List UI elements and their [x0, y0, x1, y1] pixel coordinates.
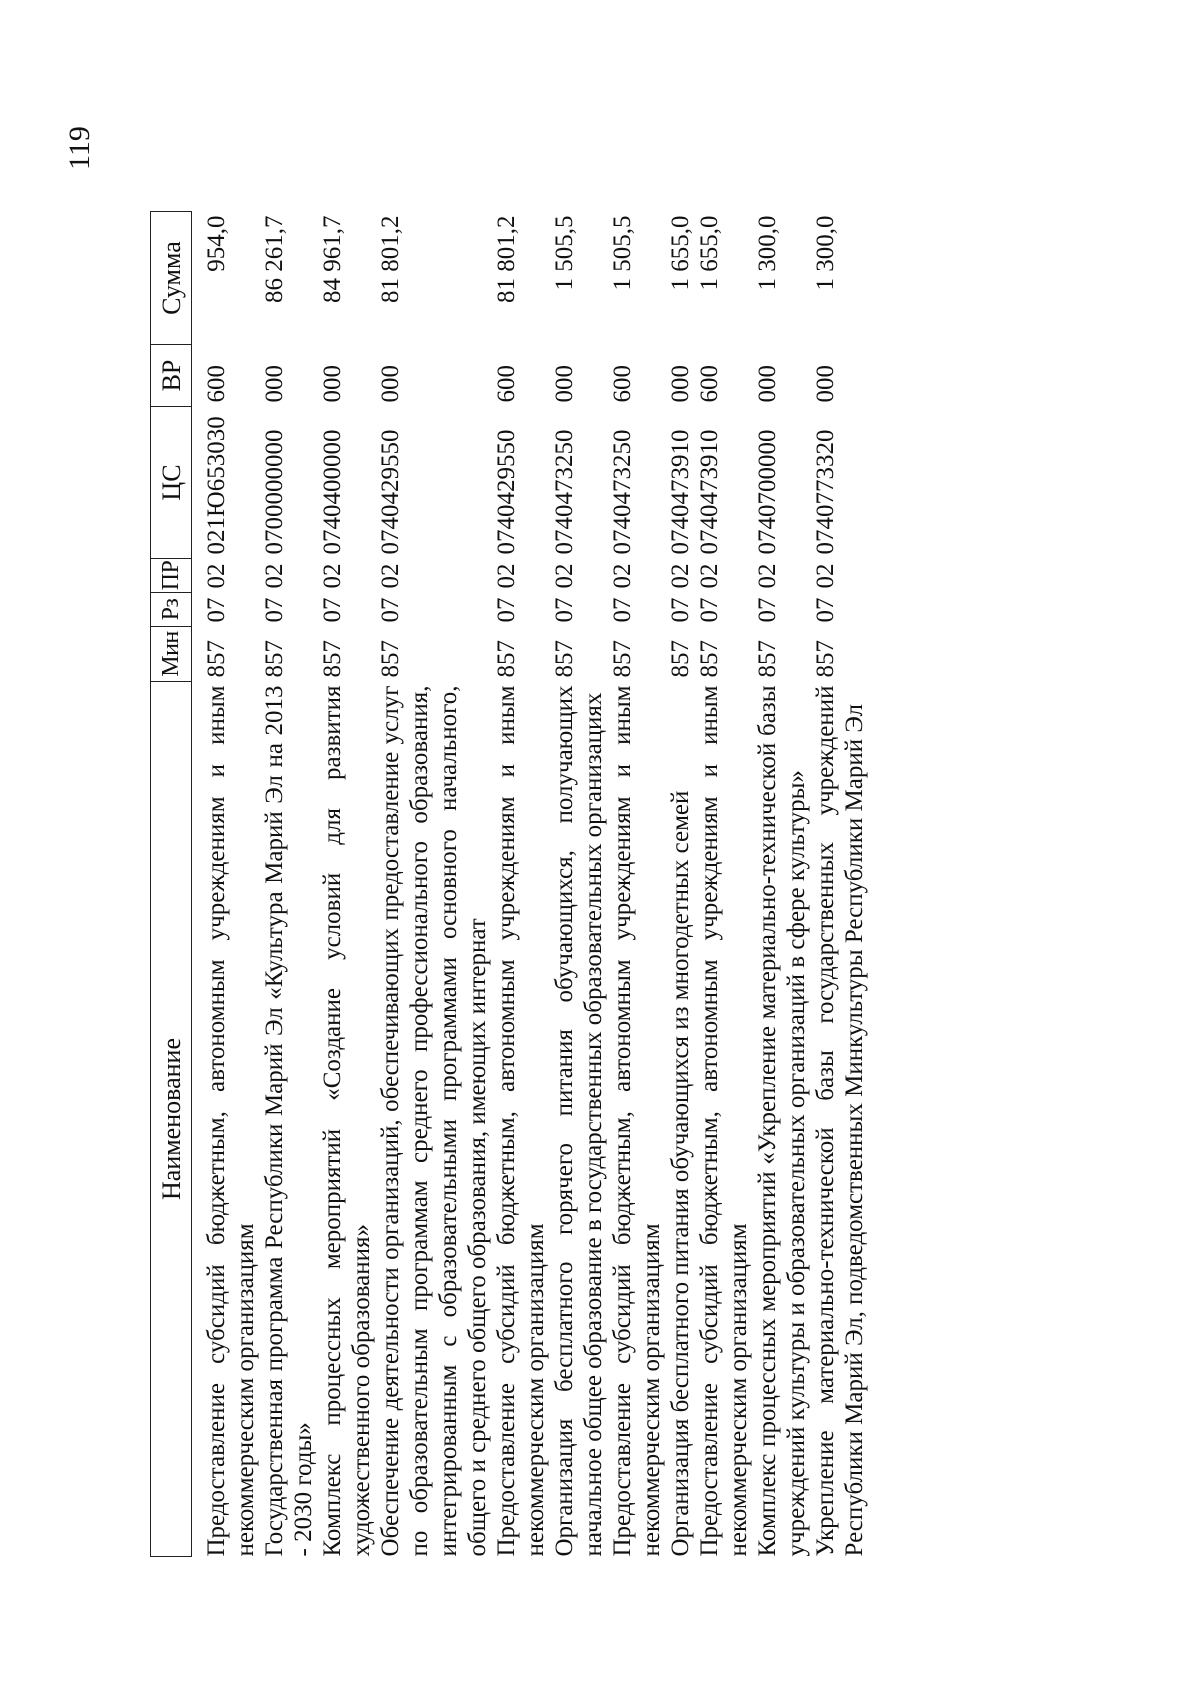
cell-cs: 0740773320 [812, 429, 839, 555]
cell-sum: 1 505,5 [551, 215, 578, 291]
table-row [608, 212, 666, 1557]
cell-cs: 0740429550 [377, 429, 404, 555]
cell-sum: 1 300,0 [754, 215, 781, 291]
cell-rz: 07 [667, 597, 694, 623]
table-row [550, 212, 608, 1557]
table-row [811, 212, 869, 1557]
cell-pr: 02 [203, 563, 230, 589]
cell-cs: 0740400000 [319, 429, 346, 555]
cell-name: Предоставление субсидий бюджетным, автономным учреждениям и иным некоммерческим организациям [493, 685, 549, 1557]
cell-cs: 021Ю653030 [203, 416, 230, 555]
cell-cs: 0740473910 [696, 429, 723, 555]
table-row [753, 212, 811, 1557]
cell-sum: 84 961,7 [319, 215, 346, 303]
cell-min: 857 [261, 640, 288, 678]
header-cs: ЦС [151, 407, 192, 559]
cell-rz: 07 [609, 597, 636, 623]
cell-rz: 07 [319, 597, 346, 623]
header-name: Наименование [151, 682, 192, 1557]
cell-vr: 000 [812, 365, 839, 403]
cell-pr: 02 [754, 563, 781, 589]
cell-vr: 000 [319, 365, 346, 403]
cell-sum: 1 655,0 [667, 215, 694, 291]
cell-name: Комплекс процессных мероприятий «Укрепление материально-технической базы учреждений культуры и образовательных организаций в сфере культуры» [754, 685, 810, 1557]
cell-rz: 07 [696, 597, 723, 623]
cell-cs: 0740473250 [551, 429, 578, 555]
cell-vr: 000 [377, 365, 404, 403]
cell-pr: 02 [551, 563, 578, 589]
table-header [151, 212, 192, 1557]
page-number: 119 [63, 126, 96, 170]
cell-min: 857 [696, 640, 723, 678]
table-row [695, 212, 753, 1557]
cell-sum: 1 505,5 [609, 215, 636, 291]
cell-pr: 02 [812, 563, 839, 589]
cell-pr: 02 [319, 563, 346, 589]
table-row [492, 212, 550, 1557]
cell-name: Обеспечение деятельности организаций, обеспечивающих предоставление услуг по образовательным программам среднего профессионального образования, интегрированным с образовательными программами основного начального, общего и среднего общего образования, имеющих интернат [377, 685, 491, 1557]
cell-cs: 0700000000 [261, 429, 288, 555]
cell-name: Государственная программа Республики Марий Эл «Культура Марий Эл на 2013 - 2030 годы» [261, 685, 317, 1557]
cell-name: Предоставление субсидий бюджетным, автономным учреждениям и иным некоммерческим организациям [203, 685, 259, 1557]
table-row [666, 212, 695, 1557]
budget-table [150, 211, 869, 1557]
cell-cs: 0740700000 [754, 429, 781, 555]
cell-vr: 000 [667, 365, 694, 403]
header-rz: Рз [151, 593, 192, 627]
cell-rz: 07 [203, 597, 230, 623]
cell-pr: 02 [609, 563, 636, 589]
cell-sum: 954,0 [203, 215, 230, 272]
cell-vr: 600 [696, 365, 723, 403]
table-row [192, 212, 261, 1557]
cell-rz: 07 [754, 597, 781, 623]
table-row [318, 212, 376, 1557]
cell-rz: 07 [812, 597, 839, 623]
table-row [260, 212, 318, 1557]
cell-rz: 07 [261, 597, 288, 623]
cell-vr: 000 [754, 365, 781, 403]
cell-pr: 02 [696, 563, 723, 589]
cell-vr: 000 [261, 365, 288, 403]
header-pr: ПР [151, 559, 192, 593]
cell-vr: 000 [551, 365, 578, 403]
cell-cs: 0740473250 [609, 429, 636, 555]
cell-pr: 02 [667, 563, 694, 589]
header-sum: Сумма [151, 212, 192, 345]
cell-cs: 0740473910 [667, 429, 694, 555]
cell-sum: 1 655,0 [696, 215, 723, 291]
cell-pr: 02 [493, 563, 520, 589]
cell-sum: 81 801,2 [377, 215, 404, 303]
header-vr: ВР [151, 345, 192, 407]
cell-rz: 07 [493, 597, 520, 623]
landscape-page [0, 172, 900, 1697]
cell-rz: 07 [377, 597, 404, 623]
budget-table-wrap [150, 212, 869, 1557]
cell-name: Комплекс процессных мероприятий «Создание условий для развития художественного образования» [319, 685, 375, 1557]
header-min: Мин [151, 627, 192, 682]
cell-pr: 02 [261, 563, 288, 589]
cell-min: 857 [377, 640, 404, 678]
cell-vr: 600 [493, 365, 520, 403]
table-body [192, 212, 870, 1557]
cell-min: 857 [667, 640, 694, 678]
cell-sum: 81 801,2 [493, 215, 520, 303]
cell-cs: 0740429550 [493, 429, 520, 555]
cell-name: Предоставление субсидий бюджетным, автономным учреждениям и иным некоммерческим организациям [696, 685, 752, 1557]
cell-sum: 86 261,7 [261, 215, 288, 303]
cell-pr: 02 [377, 563, 404, 589]
cell-name: Организация бесплатного питания обучающихся из многодетных семей [667, 790, 694, 1557]
cell-min: 857 [812, 640, 839, 678]
cell-rz: 07 [551, 597, 578, 623]
cell-vr: 600 [203, 365, 230, 403]
cell-min: 857 [551, 640, 578, 678]
cell-min: 857 [493, 640, 520, 678]
cell-vr: 600 [609, 365, 636, 403]
cell-name: Укрепление материально-технической базы государственных учреждений Республики Марий Эл, подведомственных Минкультуры Республики Марий Эл [812, 685, 868, 1557]
table-row [376, 212, 492, 1557]
cell-sum: 1 300,0 [812, 215, 839, 291]
cell-min: 857 [609, 640, 636, 678]
cell-min: 857 [319, 640, 346, 678]
cell-min: 857 [203, 640, 230, 678]
cell-min: 857 [754, 640, 781, 678]
cell-name: Предоставление субсидий бюджетным, автономным учреждениям и иным некоммерческим организациям [609, 685, 665, 1557]
cell-name: Организация бесплатного горячего питания обучающихся, получающих начальное общее образование в государственных образовательных организациях [551, 685, 607, 1557]
